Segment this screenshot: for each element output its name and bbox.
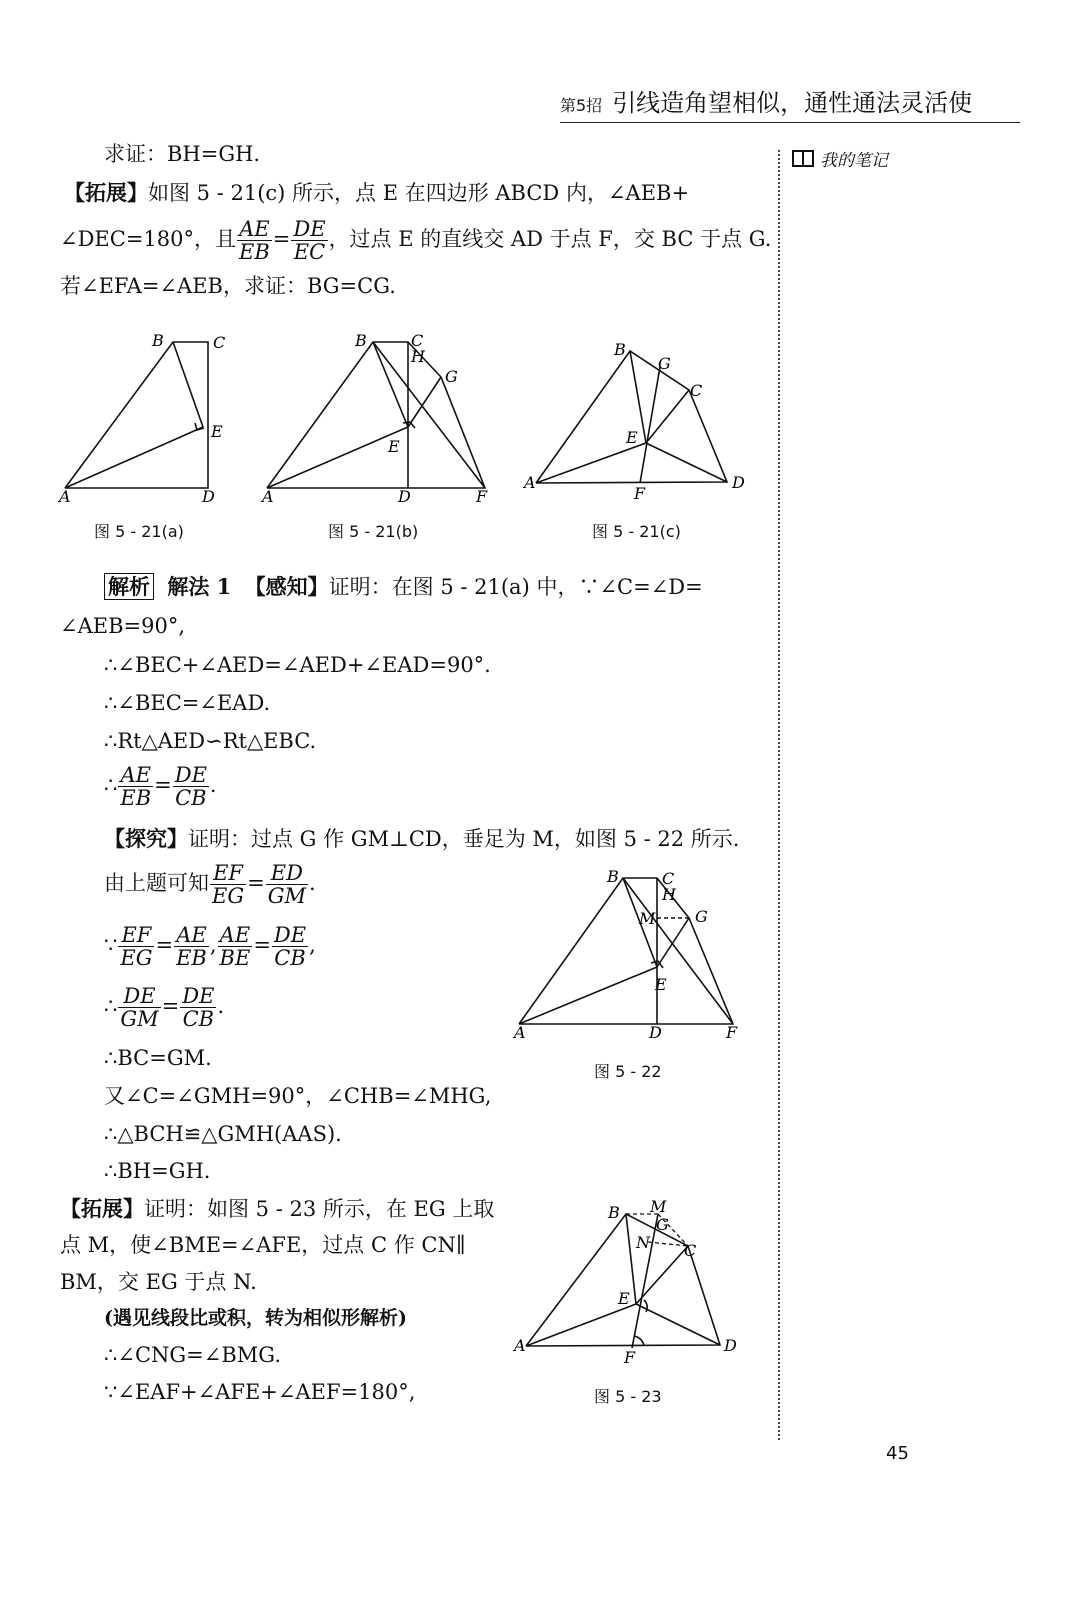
fraction-de-ec: $\frac{DE}{EC}$ xyxy=(293,217,326,265)
solution-line-5: ∴Rt△AED∽Rt△EBC. xyxy=(104,729,317,753)
intro-line-3: ∠DEC=180°，且 $\frac{AE}{EB}$ = $\frac{DE}{EC}$ ，过点 E 的直线交 AD 于点 F，交 BC 于点 G. xyxy=(60,217,772,265)
solution-line-2: ∠AEB=90°, xyxy=(60,614,186,638)
fig22-label-h: H xyxy=(662,885,676,904)
caption-5-23: 图 5 - 23 xyxy=(594,1387,662,1406)
book-icon xyxy=(792,150,814,167)
fig-c-label-c: C xyxy=(690,381,703,400)
caption-5-21b: 图 5 - 21(b) xyxy=(328,522,419,541)
solution-line-1: 解析 解法 1 【感知】证明：在图 5 - 21(a) 中，∵∠C=∠D= xyxy=(104,574,703,600)
explore-line-4: ∴ $\frac{DE}{GM}$ = $\frac{DE}{CB}$ . xyxy=(104,984,225,1032)
fig22-label-d: D xyxy=(649,1023,662,1042)
fig-a-label-a: A xyxy=(59,487,71,505)
fig-c-label-d: D xyxy=(732,473,745,492)
fraction-ae-eb: $\frac{AE}{EB}$ xyxy=(239,217,270,265)
fig23-label-d: D xyxy=(724,1336,737,1355)
fig-b-label-h: H xyxy=(411,347,425,366)
figure-5-21c xyxy=(520,335,760,505)
caption-5-21a: 图 5 - 21(a) xyxy=(94,522,184,541)
figure-5-23 xyxy=(510,1198,750,1368)
fig-a-label-b: B xyxy=(152,331,164,350)
explore-line-1: 【探究】证明：过点 G 作 GM⊥CD，垂足为 M，如图 5 - 22 所示. xyxy=(104,826,740,851)
explore-line-8: ∴BH=GH. xyxy=(104,1159,211,1183)
fig-a-label-d: D xyxy=(202,487,215,505)
intro-line-4: 若∠EFA=∠AEB，求证：BG=CG. xyxy=(60,274,396,298)
figure-5-21b xyxy=(255,330,495,505)
extend-line-3: BM，交 EG 于点 N. xyxy=(60,1270,257,1294)
fig22-label-e: E xyxy=(655,975,667,994)
fig-b-label-f: F xyxy=(476,487,488,505)
explore-line-2: 由上题可知 $\frac{EF}{EG}$ = $\frac{ED}{GM}$ . xyxy=(104,861,316,909)
fig23-label-b: B xyxy=(608,1203,620,1222)
extend-line-2: 点 M，使∠BME=∠AFE，过点 C 作 CN∥ xyxy=(60,1233,466,1257)
fig-c-label-a: A xyxy=(524,473,536,492)
solution-line-4: ∴∠BEC=∠EAD. xyxy=(104,691,271,715)
fig-b-label-d: D xyxy=(398,487,411,505)
chapter-title: 引线造角望相似，通性通法灵活使 xyxy=(612,89,973,117)
fig22-label-g: G xyxy=(695,907,708,926)
caption-5-21c: 图 5 - 21(c) xyxy=(592,522,681,541)
fig22-label-b: B xyxy=(607,867,619,886)
fig23-label-a: A xyxy=(514,1336,526,1355)
fig23-label-e: E xyxy=(618,1289,630,1308)
fig23-label-g: G xyxy=(656,1215,669,1234)
fig22-label-c: C xyxy=(662,869,675,888)
fig-b-label-c: C xyxy=(411,331,424,350)
fig-b-label-e: E xyxy=(388,437,400,456)
fig22-label-a: A xyxy=(514,1023,526,1042)
extend-line-5: ∴∠CNG=∠BMG. xyxy=(104,1343,282,1367)
extend-line-4: (遇见线段比或积，转为相似形解析) xyxy=(104,1307,407,1329)
fig23-label-f: F xyxy=(624,1348,636,1367)
fig-a-label-c: C xyxy=(213,333,226,352)
fig23-label-c: C xyxy=(684,1241,697,1260)
fig-b-label-g: G xyxy=(445,367,458,386)
explore-line-3: ∵ $\frac{EF}{EG}$ = $\frac{AE}{EB}$ , $\frac{AE}{BE}$ = $\frac{DE}{CB}$ , xyxy=(104,923,316,971)
fig-b-label-b: B xyxy=(355,331,367,350)
analysis-tag: 解析 xyxy=(104,573,154,600)
intro-line-1: 求证：BH=GH. xyxy=(104,142,261,166)
explore-line-7: ∴△BCH≌△GMH(AAS). xyxy=(104,1122,342,1146)
fig-c-label-e: E xyxy=(626,428,638,447)
notes-label: 我的笔记 xyxy=(792,146,888,171)
extend-line-1: 【拓展】证明：如图 5 - 23 所示，在 EG 上取 xyxy=(60,1196,495,1221)
fig-c-label-b: B xyxy=(614,340,626,359)
fig-b-label-a: A xyxy=(262,487,274,505)
page-number: 45 xyxy=(886,1443,909,1464)
figure-5-22 xyxy=(505,864,755,1044)
fig-a-label-e: E xyxy=(211,422,223,441)
explore-line-6: 又∠C=∠GMH=90°，∠CHB=∠MHG, xyxy=(104,1084,492,1108)
chapter-number: 第5招 xyxy=(560,96,603,115)
explore-line-5: ∴BC=GM. xyxy=(104,1046,212,1070)
caption-5-22: 图 5 - 22 xyxy=(594,1062,662,1081)
header-rule xyxy=(560,122,1020,123)
fig-c-label-g: G xyxy=(658,354,671,373)
solution-line-3: ∴∠BEC+∠AED=∠AED+∠EAD=90°. xyxy=(104,653,491,677)
figure-5-21a xyxy=(55,330,235,505)
intro-line-2: 【拓展】如图 5 - 21(c) 所示，点 E 在四边形 ABCD 内，∠AEB+ xyxy=(64,180,690,205)
fig23-label-m: M xyxy=(650,1198,667,1216)
running-header xyxy=(560,83,972,118)
extend-line-6: ∵∠EAF+∠AFE+∠AEF=180°, xyxy=(104,1380,416,1404)
fig-c-label-f: F xyxy=(634,484,646,503)
fig22-label-m: M xyxy=(639,909,656,928)
fig22-label-f: F xyxy=(726,1023,738,1042)
solution-line-6: ∴ $\frac{AE}{EB}$ = $\frac{DE}{CB}$ . xyxy=(104,763,217,811)
fig23-label-n: N xyxy=(636,1233,650,1252)
notes-divider xyxy=(778,150,780,1440)
